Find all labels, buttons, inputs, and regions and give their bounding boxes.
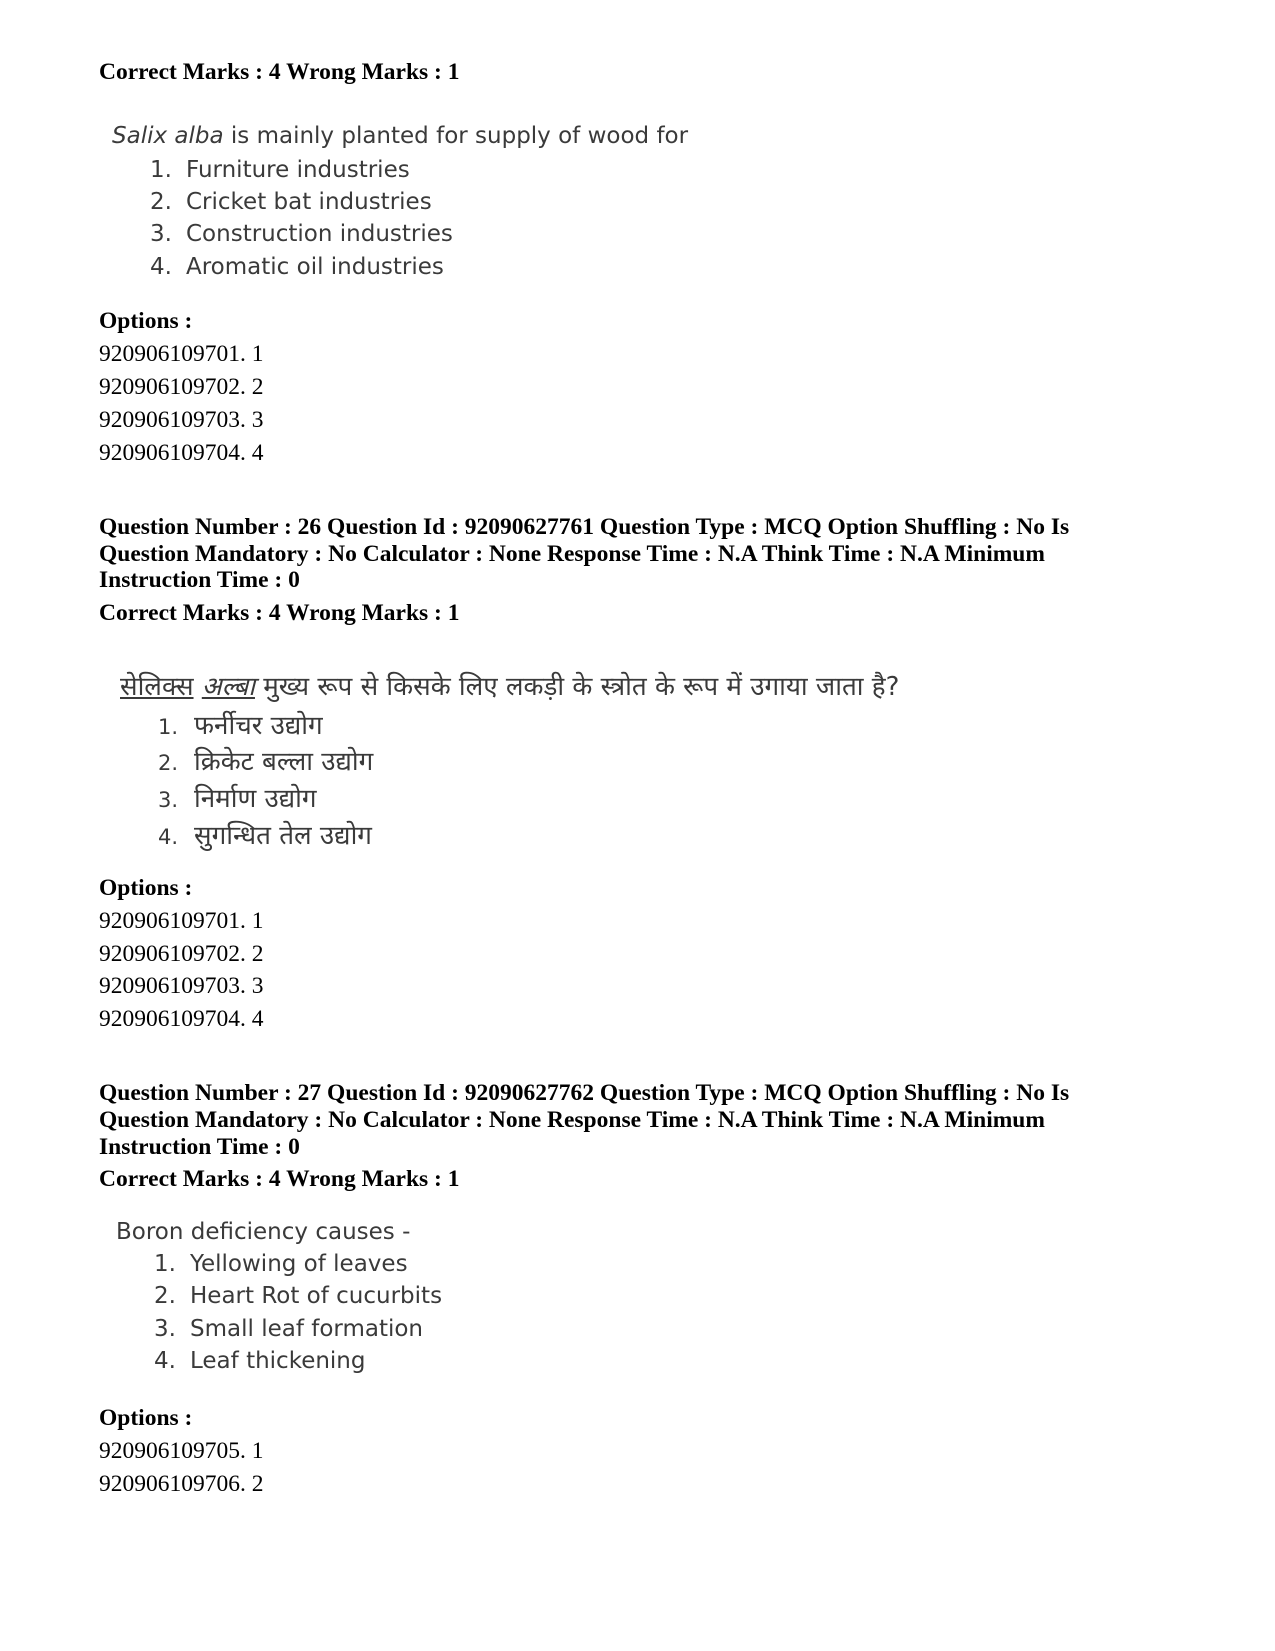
question-header: Instruction Time : 0	[99, 567, 300, 593]
list-item: 2. क्रिकेट बल्ला उद्योग	[158, 747, 374, 777]
options-label: Options :	[99, 308, 193, 334]
list-item: 1. Furniture industries	[150, 157, 410, 183]
option-item: 920906109704. 4	[99, 1006, 264, 1032]
option-item: 920906109702. 2	[99, 374, 264, 400]
question-stem: Salix alba is mainly planted for supply of wood for	[112, 123, 689, 149]
list-item: 1. Yellowing of leaves	[154, 1251, 408, 1277]
option-item: 920906109703. 3	[99, 407, 264, 433]
list-item: 4. Aromatic oil industries	[150, 254, 444, 280]
question-header: Instruction Time : 0	[99, 1134, 300, 1160]
options-label: Options :	[99, 875, 193, 901]
list-item: 3. Construction industries	[150, 221, 453, 247]
option-item: 920906109705. 1	[99, 1438, 264, 1464]
list-item: 4. Leaf thickening	[154, 1348, 366, 1374]
question-header: Question Mandatory : No Calculator : None Response Time : N.A Think Time : N.A Minimum	[99, 1107, 1045, 1133]
marks-line: Correct Marks : 4 Wrong Marks : 1	[99, 59, 460, 85]
option-item: 920906109701. 1	[99, 341, 264, 367]
list-item: 3. निर्माण उद्योग	[158, 784, 317, 814]
question-stem: सेलिक्स अल्बा मुख्य रूप से किसके लिए लकड़ी के स्त्रोत के रूप में उगाया जाता है?	[120, 672, 900, 702]
option-item: 920906109704. 4	[99, 440, 264, 466]
options-label: Options :	[99, 1405, 193, 1431]
list-item: 3. Small leaf formation	[154, 1316, 424, 1342]
option-item: 920906109703. 3	[99, 973, 264, 999]
question-header: Question Mandatory : No Calculator : None Response Time : N.A Think Time : N.A Minimum	[99, 541, 1045, 567]
option-item: 920906109702. 2	[99, 941, 264, 967]
marks-line: Correct Marks : 4 Wrong Marks : 1	[99, 1166, 460, 1192]
marks-line: Correct Marks : 4 Wrong Marks : 1	[99, 600, 460, 626]
list-item: 2. Cricket bat industries	[150, 189, 432, 215]
option-item: 920906109706. 2	[99, 1471, 264, 1497]
option-item: 920906109701. 1	[99, 908, 264, 934]
list-item: 4. सुगन्धित तेल उद्योग	[158, 821, 372, 851]
question-header: Question Number : 27 Question Id : 92090627762 Question Type : MCQ Option Shuffling : No Is	[99, 1080, 1070, 1106]
list-item: 1. फर्नीचर उद्योग	[158, 711, 323, 741]
question-header: Question Number : 26 Question Id : 92090627761 Question Type : MCQ Option Shuffling : No Is	[99, 514, 1070, 540]
question-stem: Boron deficiency causes -	[116, 1219, 411, 1245]
list-item: 2. Heart Rot of cucurbits	[154, 1283, 443, 1309]
